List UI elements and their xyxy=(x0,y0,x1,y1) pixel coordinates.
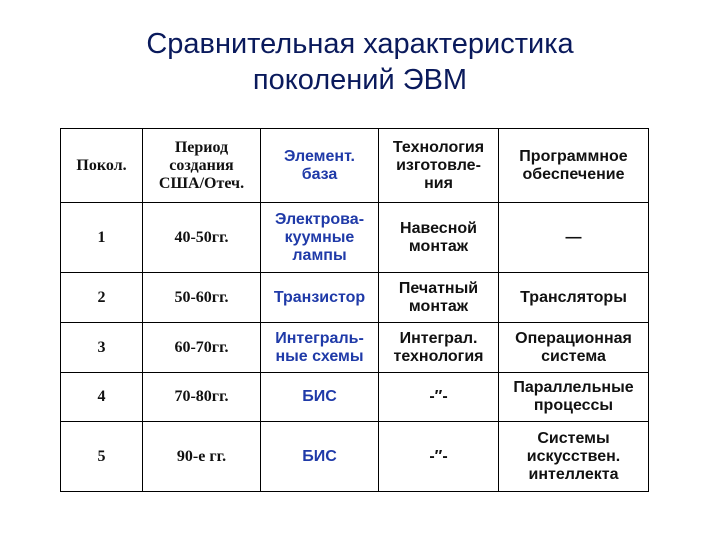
cell-technology: Печатный монтаж xyxy=(379,273,499,323)
cell-generation: 5 xyxy=(61,422,143,492)
slide-title-line-1: Сравнительная характеристика xyxy=(146,28,574,60)
cell-software: Системы искусствен. интеллекта xyxy=(499,422,649,492)
table-row xyxy=(61,422,649,492)
cell-technology: Навесной монтаж xyxy=(379,203,499,273)
slide-title-line-2: поколений ЭВМ xyxy=(252,64,468,96)
cell-element-base: Электрова- куумные лампы xyxy=(261,203,379,273)
cell-software: Параллельные процессы xyxy=(499,373,649,422)
cell-period: 50-60гг. xyxy=(143,273,261,323)
cell-technology: -″- xyxy=(379,373,499,422)
table-row xyxy=(61,323,649,373)
cell-period: 60-70гг. xyxy=(143,323,261,373)
header-software: Программное обеспечение xyxy=(499,129,649,203)
cell-element-base: БИС xyxy=(261,373,379,422)
cell-period: 90-е гг. xyxy=(143,422,261,492)
cell-element-base: Транзистор xyxy=(261,273,379,323)
cell-generation: 3 xyxy=(61,323,143,373)
cell-generation: 4 xyxy=(61,373,143,422)
cell-generation: 1 xyxy=(61,203,143,273)
cell-generation: 2 xyxy=(61,273,143,323)
table-row xyxy=(61,273,649,323)
cell-period: 40-50гг. xyxy=(143,203,261,273)
cell-element-base: БИС xyxy=(261,422,379,492)
table-header-row xyxy=(61,129,649,203)
table-row xyxy=(61,203,649,273)
generations-table xyxy=(60,128,649,492)
cell-element-base: Интеграль- ные схемы xyxy=(261,323,379,373)
slide-title xyxy=(0,26,720,98)
header-technology: Технология изготовле- ния xyxy=(379,129,499,203)
cell-software: — xyxy=(499,203,649,273)
header-period: Период создания США/Отеч. xyxy=(143,129,261,203)
header-element-base: Элемент. база xyxy=(261,129,379,203)
cell-software: Трансляторы xyxy=(499,273,649,323)
cell-technology: -″- xyxy=(379,422,499,492)
table-row xyxy=(61,373,649,422)
cell-technology: Интеграл. технология xyxy=(379,323,499,373)
header-generation: Покол. xyxy=(61,129,143,203)
cell-period: 70-80гг. xyxy=(143,373,261,422)
cell-software: Операционная система xyxy=(499,323,649,373)
